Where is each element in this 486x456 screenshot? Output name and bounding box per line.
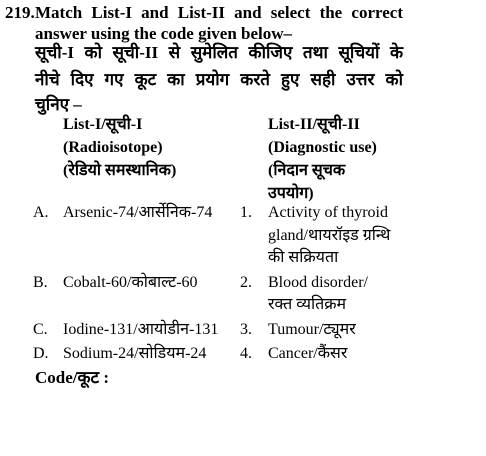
question-number: 219. [5,3,35,22]
list1-item-letter: A. [33,204,49,221]
list1-item-letter: D. [33,345,49,362]
list1-title: List-I/सूची-I [63,116,143,133]
list2-item-line: Tumour/ट्यूमर [268,321,356,338]
list1-item-text: Iodine-131/आयोडीन-131 [63,321,219,338]
question-stem-en-line-2: answer using the code given below– [35,24,293,43]
list1-header [63,113,176,182]
list1-item-text: Cobalt-60/कोबाल्ट-60 [63,274,198,291]
list1-item-text: Arsenic-74/आर्सेनिक-74 [63,204,213,221]
question-stem-hi-line-2: नीचे दिए गए कूट का प्रयोग करते हुए सही उत्तर को [35,70,403,89]
list1-item-text: Sodium-24/सोडियम-24 [63,345,207,362]
list2-item-line: Cancer/कैंसर [268,345,348,362]
code-label: Code/कूट : [35,368,110,387]
list2-title: List-II/सूची-II [268,116,360,133]
question-stem-hi-line-1: सूची-I को सूची-II से सुमेलित कीजिए तथा सूचियों के [35,43,403,62]
list1-subtitle-en: (Radioisotope) [63,139,163,156]
list2-item-line: gland/थायरॉइड ग्रन्थि [268,227,391,244]
list1-item-letter: B. [33,274,48,291]
list2-subtitle-hi-2: उपयोग) [268,185,314,202]
list2-item-number: 3. [240,321,252,338]
list2-item-line: Blood disorder/ [268,274,368,291]
list2-item-number: 2. [240,274,252,291]
list2-item-line: Activity of thyroid [268,204,388,221]
question-stem-hi-line-3: चुनिए – [35,95,82,114]
list2-subtitle-hi-1: (निदान सूचक [268,162,346,179]
list2-item-number: 1. [240,204,252,221]
list2-item-number: 4. [240,345,252,362]
question-stem-en-line-1: Match List-I and List-II and select the correct [35,3,403,22]
list1-item-letter: C. [33,321,48,338]
list2-subtitle-en: (Diagnostic use) [268,139,377,156]
list2-item-line: रक्त व्यतिक्रम [268,296,347,313]
list2-item-line: की सक्रियता [268,249,339,266]
list2-header [268,113,377,205]
list1-subtitle-hi: (रेडियो समस्थानिक) [63,162,177,179]
